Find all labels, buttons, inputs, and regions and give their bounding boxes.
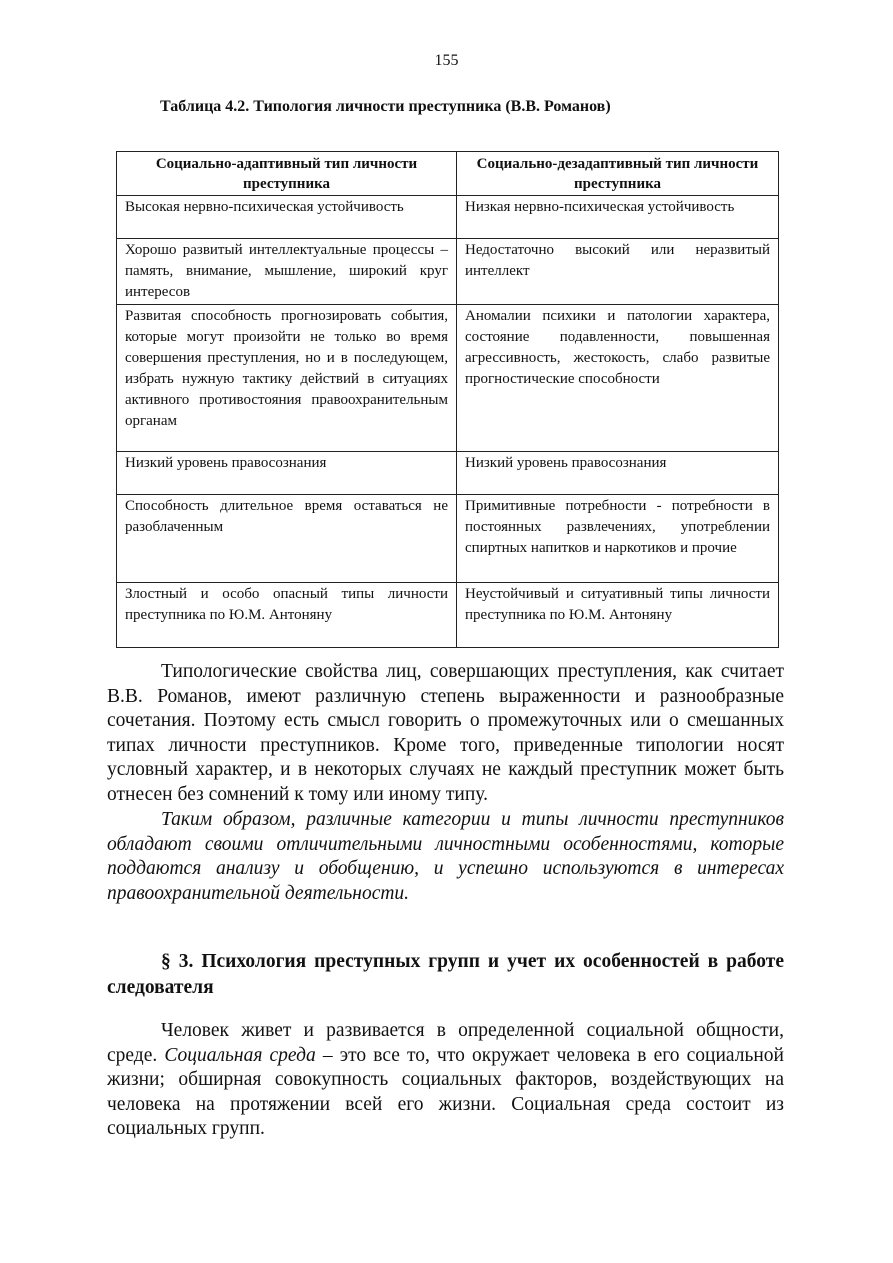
table-cell: Примитивные потребности - потребности в постоянных развлечениях, употреблении спиртных напитков и наркотиков и прочие (457, 495, 779, 583)
table-cell: Низкая нервно-психическая устойчивость (457, 196, 779, 239)
table-cell: Хорошо развитый интеллектуальные процессы – память, внимание, мышление, широкий круг интересов (117, 239, 457, 305)
table-header-row (117, 152, 779, 196)
header-adaptive: Социально-адаптивный тип личности преступника (117, 152, 457, 196)
table-caption: Таблица 4.2. Типология личности преступника (В.В. Романов) (160, 98, 611, 115)
table-cell: Развитая способность прогнозировать события, которые могут произойти не только во время совершения преступления, но и в последующем, избрать нужную тактику действий в ситуациях активного противостояния правоохранительным органам (117, 305, 457, 452)
table-cell: Неустойчивый и ситуативный типы личности преступника по Ю.М. Антоняну (457, 583, 779, 648)
table-cell: Способность длительное время оставаться не разоблаченным (117, 495, 457, 583)
table-row (117, 239, 779, 305)
table-cell: Аномалии психики и патологии характера, состояние подавленности, повышенная агрессивность, жестокость, слабо развитые прогностические способности (457, 305, 779, 452)
table-row (117, 495, 779, 583)
typology-table (116, 151, 779, 648)
table-row (117, 452, 779, 495)
table-cell: Низкий уровень правосознания (117, 452, 457, 495)
paragraph-conclusion: Таким образом, различные категории и типы личности преступников обладают своими отличительными личностными особенностями, которые поддаются анализу и обобщению, и успешно используются в интересах правоохранительной деятельности. (107, 809, 784, 904)
paragraph-typology-properties: Типологические свойства лиц, совершающих преступления, как считает В.В. Романов, имеют различную степень выраженности и разнообразные сочетания. Поэтому есть смысл говорить о промежуточных или о смешанных типах личности преступников. Кроме того, приведенные типологии носят условный характер, и в некоторых случаях не каждый преступник может быть отнесен без сомнений к тому или иному типу. (107, 661, 784, 805)
table-row (117, 305, 779, 452)
table-row (117, 196, 779, 239)
table-cell: Высокая нервно-психическая устойчивость (117, 196, 457, 239)
table-cell: Недостаточно высокий или неразвитый интеллект (457, 239, 779, 305)
table-row (117, 583, 779, 648)
table-cell: Низкий уровень правосознания (457, 452, 779, 495)
paragraph-text: – это все то, что окружает человека в его социальной жизни; обширная совокупность социальных факторов, воздействующих на человека на протяжении всей его жизни. Социальная среда состоит из социальных групп. (107, 1044, 784, 1139)
section-heading: § 3. Психология преступных групп и учет их особенностей в работе следователя (107, 951, 784, 998)
table-cell: Злостный и особо опасный типы личности преступника по Ю.М. Антоняну (117, 583, 457, 648)
paragraph-text: Человек живет и развивается в определенной социальной общности, среде. (107, 1020, 784, 1066)
term-social-environment: Социальная среда (164, 1044, 316, 1066)
header-disadaptive: Социально-дезадаптивный тип личности преступника (457, 152, 779, 196)
page-number: 155 (434, 52, 459, 69)
paragraph-social-environment (107, 1019, 784, 1142)
